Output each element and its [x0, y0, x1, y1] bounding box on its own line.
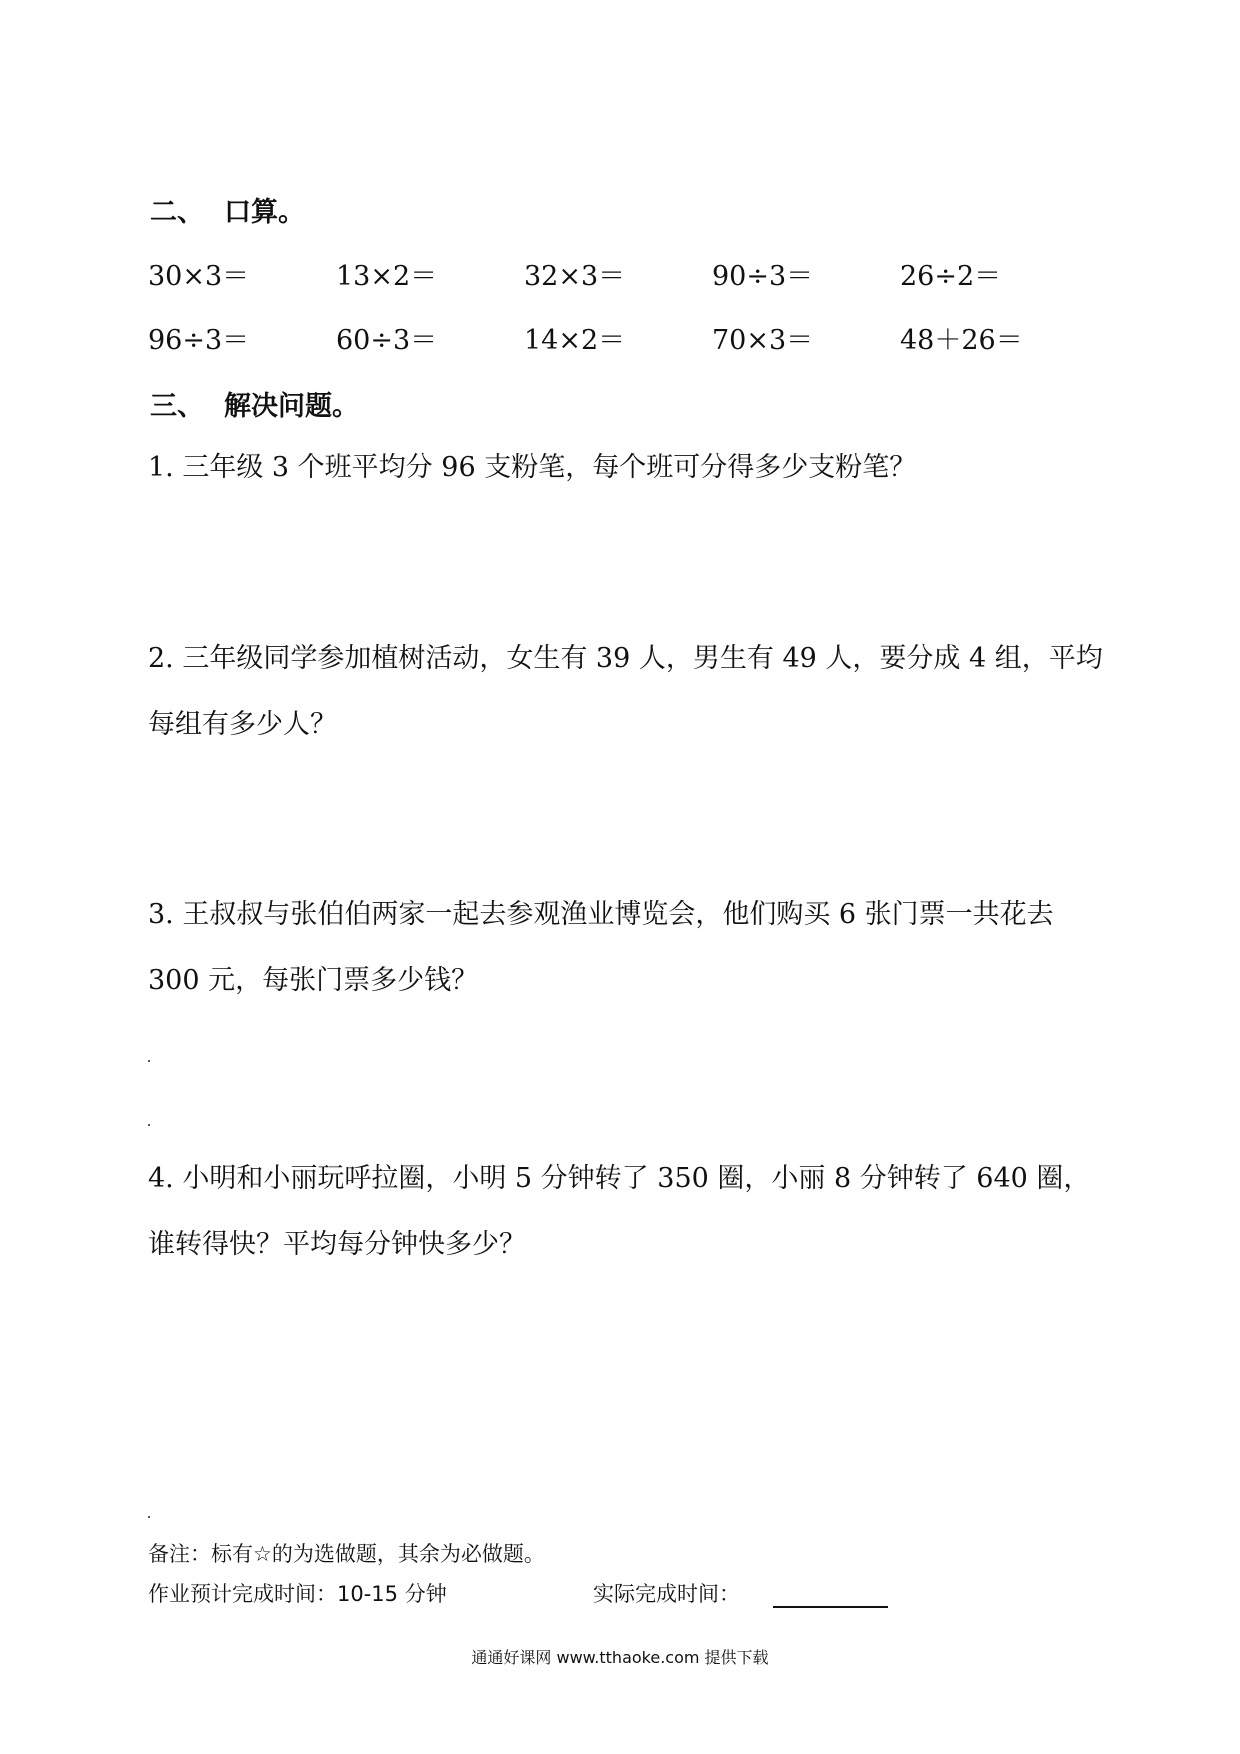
calc-item: 60÷3＝ — [336, 325, 438, 356]
section-heading-problems — [150, 384, 359, 423]
calc-item: 90÷3＝ — [712, 261, 814, 292]
calc-item: 32×3＝ — [524, 261, 626, 292]
word-problem-2: 2. 三年级同学参加植树活动，女生有 39 人，男生有 49 人，要分成 4 组，平均每组有多少人？ — [148, 643, 1103, 740]
calc-item: 30×3＝ — [148, 261, 250, 292]
section-number: 三、 — [150, 391, 204, 422]
stray-mark — [148, 1060, 150, 1062]
calc-item: 96÷3＝ — [148, 325, 250, 356]
source-credit: 通通好课网 www.tthaoke.com 提供下载 — [471, 1648, 769, 1667]
section-number: 二、 — [150, 197, 204, 228]
stray-mark — [148, 1124, 150, 1126]
section-title: 口算。 — [224, 197, 305, 228]
actual-time-label: 实际完成时间： — [593, 1582, 740, 1606]
section-title: 解决问题。 — [224, 391, 359, 422]
section-heading-calc — [150, 190, 305, 229]
word-problem-4: 4. 小明和小丽玩呼拉圈，小明 5 分钟转了 350 圈，小丽 8 分钟转了 640 圈，谁转得快？平均每分钟快多少？ — [148, 1163, 1091, 1260]
stray-mark — [148, 1516, 150, 1518]
word-problem-3: 3. 王叔叔与张伯伯两家一起去参观渔业博览会，他们购买 6 张门票一共花去 300 元，每张门票多少钱？ — [148, 899, 1054, 996]
calc-item: 14×2＝ — [524, 325, 626, 356]
calc-item: 70×3＝ — [712, 325, 814, 356]
calc-item: 26÷2＝ — [900, 261, 1002, 292]
calc-item: 13×2＝ — [336, 261, 438, 292]
completion-time-line — [148, 1578, 898, 1610]
calc-item: 48＋26＝ — [900, 325, 1023, 356]
planned-time: 作业预计完成时间：10-15 分钟 — [148, 1582, 447, 1606]
footer-note: 备注：标有☆的为选做题，其余为必做题。 — [148, 1542, 545, 1566]
actual-time-blank[interactable] — [773, 1606, 888, 1608]
word-problem-1: 1. 三年级 3 个班平均分 96 支粉笔，每个班可分得多少支粉笔？ — [148, 452, 917, 483]
